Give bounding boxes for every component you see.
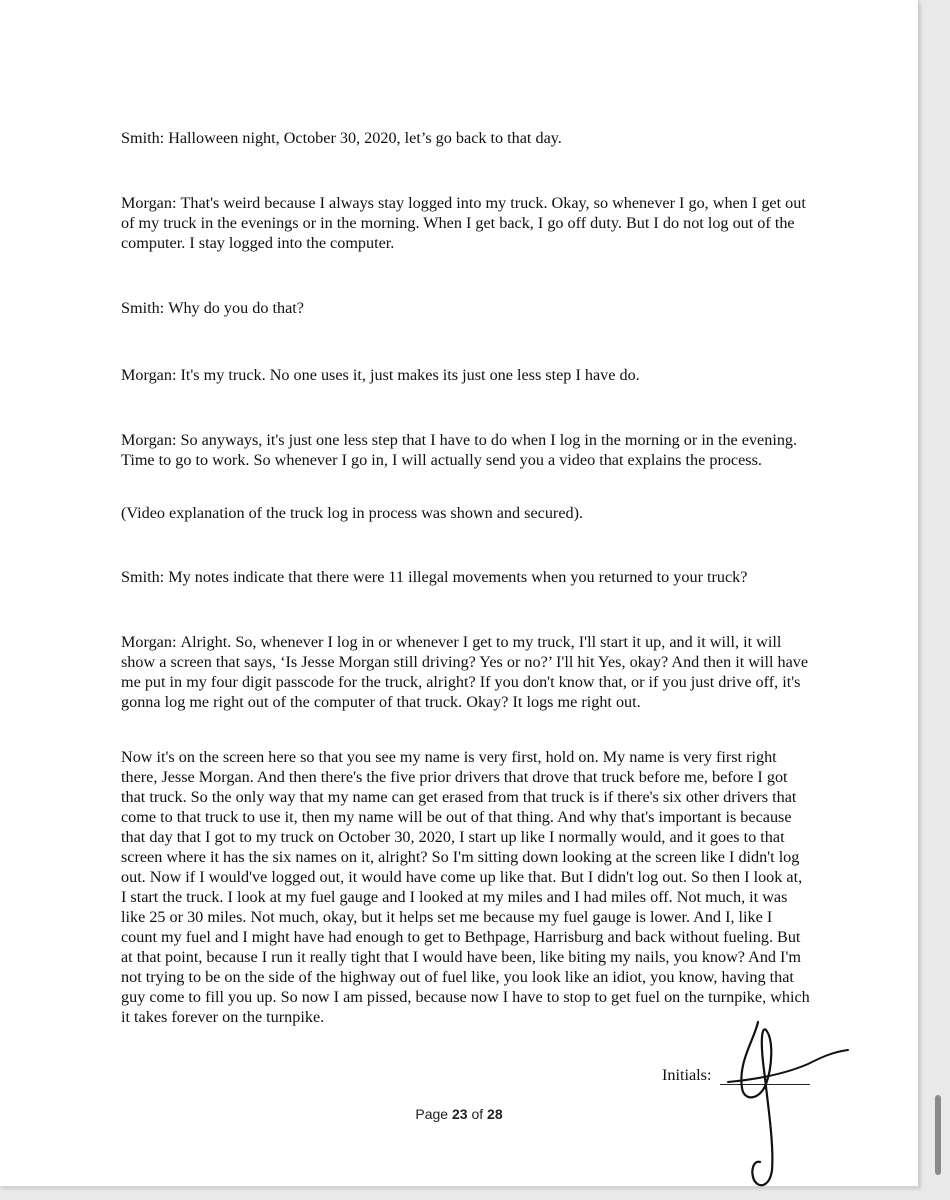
paragraph-text: Halloween night, October 30, 2020, let’s go back to that day. xyxy=(168,129,562,147)
paragraph-text: Why do you do that? xyxy=(168,299,304,317)
paragraph-text: (Video explanation of the truck log in process was shown and secured). xyxy=(121,504,584,522)
paragraph-text: That's weird because I always stay logged into my truck. Okay, so whenever I go, when I get out of my truck in the evenings or in the morning. When I get back, I go off duty. But I do not log out of the computer. I stay logged into the computer. xyxy=(121,194,806,252)
speaker-label: Smith: xyxy=(121,299,165,317)
speaker-label: Morgan: xyxy=(121,431,177,449)
initials-label: Initials: xyxy=(662,1066,712,1084)
vertical-scrollbar[interactable] xyxy=(935,1095,941,1175)
speaker-label: Smith: xyxy=(121,129,165,147)
paragraph-7 xyxy=(121,567,811,587)
paragraph-text: My notes indicate that there were 11 illegal movements when you returned to your truck? xyxy=(168,568,748,586)
paragraph-1 xyxy=(121,128,811,148)
speaker-label: Morgan: xyxy=(121,633,177,651)
page-number xyxy=(0,1106,918,1122)
paragraph-2 xyxy=(121,193,811,253)
speaker-label: Morgan: xyxy=(121,366,177,384)
page-of: of xyxy=(471,1106,484,1122)
paragraph-8 xyxy=(121,632,811,712)
speaker-label: Morgan: xyxy=(121,194,177,212)
paragraph-4 xyxy=(121,365,811,385)
paragraph-6 xyxy=(121,503,811,523)
paragraph-text: Alright. So, whenever I log in or whenever I get to my truck, I'll start it up, and it will, it will show a screen that says, ‘Is Jesse Morgan still driving? Yes or no?’ I'll hit Yes, okay? And then it will have me put in my four digit passcode for the truck, alright? If you don't know that, or if you just drive off, it's gonna log me right out of the computer of that truck. Okay? It logs me right out. xyxy=(121,633,809,711)
paragraph-text: Now it's on the screen here so that you see my name is very first, hold on. My name is very first right there, Jesse Morgan. And then there's the five prior drivers that drove that truck before me, before I got that truck. So the only way that my name can get erased from that truck is if there's six other drivers that come to that truck to use it, then my name will be out of that thing. And why that's important is because that day that I got to my truck on October 30, 2020, I start up like I normally would, and it goes to that screen where it has the six names on it, alright? So I'm sitting down looking at the screen like I didn't log out. Now if I would've logged out, it would have come up like that. But I didn't log out. So then I look at, I start the truck. I look at my fuel gauge and I looked at my miles and I had miles off. Not much, it was like 25 or 30 miles. Not much, okay, but it helps set me because my fuel gauge is lower. And I, like I count my fuel and I might have had enough to get to Bethpage, Harrisburg and back without fueling. But at that point, because I run it really tight that I would have been, like biting my nails, you know? And I'm not trying to be on the side of the highway out of fuel like, you look like an idiot, you know, having that guy come to fill you up. So now I am pissed, because now I have to stop to get fuel on the turnpike, which it takes forever on the turnpike. xyxy=(121,748,810,1026)
paragraph-9 xyxy=(121,747,811,1027)
paragraph-5 xyxy=(121,430,811,470)
paragraph-text: So anyways, it's just one less step that I have to do when I log in the morning or in the evening. Time to go to work. So whenever I go in, I will actually send you a video that explains the process. xyxy=(121,431,798,469)
paragraph-text: It's my truck. No one uses it, just makes its just one less step I have do. xyxy=(180,366,640,384)
paragraph-3 xyxy=(121,298,811,318)
speaker-label: Smith: xyxy=(121,568,165,586)
page-total: 28 xyxy=(487,1106,503,1122)
page-label: Page xyxy=(415,1106,449,1122)
signature-mark xyxy=(720,1010,860,1195)
page-current: 23 xyxy=(451,1106,468,1122)
